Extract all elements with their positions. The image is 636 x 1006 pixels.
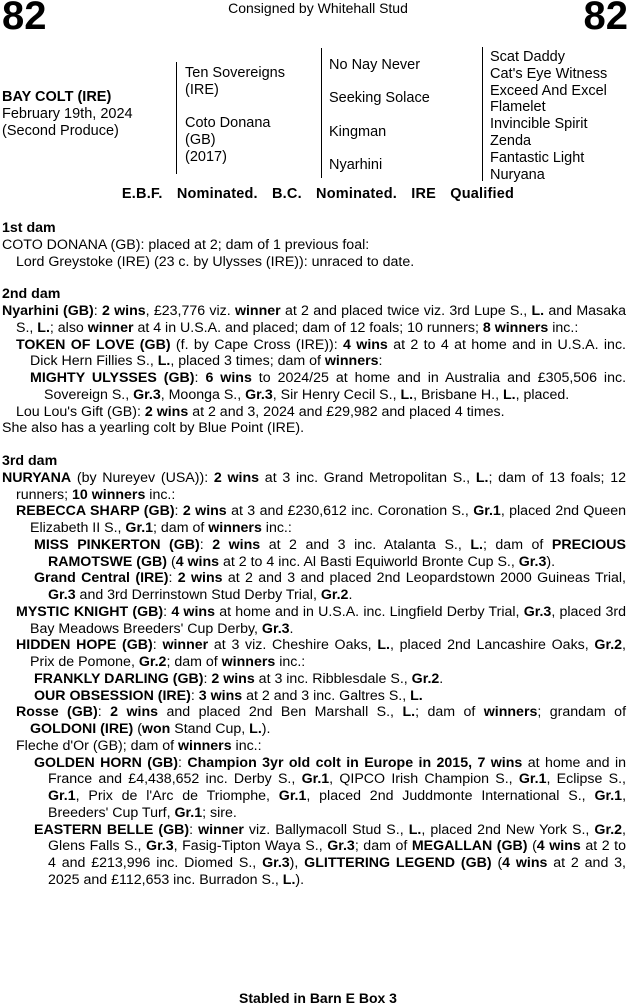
third-dam-produce-4: Rosse (GB): 2 wins and placed 2nd Ben Marshall S., L.; dam of winners; grandam of GOLDONI (IRE) (won Stand Cup, L.). <box>16 704 627 737</box>
pedigree-sire-dam: Seeking Solace <box>329 90 430 106</box>
third-dam-produce-5b: EASTERN BELLE (GB): winner viz. Ballymacoll Stud S., L., placed 2nd New York S., Gr.2, Glens Falls S., Gr.3, Fasig-Tipton Waya S., Gr.3; dam of MEGALLAN (GB) (4 wins at 2 to 4 and £213,996 inc. Diomed S., Gr.3), GLITTERING LEGEND (GB) (4 wins at 2 and 3, 2025 and £112,653 inc. Burradon S., L.). <box>34 821 626 888</box>
gen3-7: Fantastic Light <box>490 149 585 166</box>
pedigree-sire-sire: No Nay Never <box>329 57 421 73</box>
second-dam-yearling: She also has a yearling colt by Blue Point (IRE). <box>2 420 305 437</box>
stabling-info: Stabled in Barn E Box 3 <box>239 990 397 1006</box>
consignor: Consigned by Whitehall Stud <box>228 0 408 16</box>
gen3-6: Zenda <box>490 132 532 149</box>
second-dam-entry: Nyarhini (GB): 2 wins, £23,776 viz. winner at 2 and placed twice viz. 3rd Lupe S., L. and Masaka S., L.; also winner at 4 in U.S.A. and placed; dam of 12 foals; 10 runners; 8 winners inc.: <box>2 303 626 336</box>
pedigree-dam <box>185 115 270 165</box>
third-dam-produce-1a: MISS PINKERTON (GB): 2 wins at 2 and 3 inc. Atalanta S., L.; dam of PRECIOUS RAMOTSWE (GB) (4 wins at 2 to 4 inc. Al Basti Equiworld Bronte Cup S., Gr.3). <box>34 536 626 570</box>
sire-country: (IRE) <box>185 81 219 98</box>
pedigree-gen3 <box>490 49 607 183</box>
first-dam-entry: COTO DONANA (GB): placed at 2; dam of 1 previous foal: <box>2 236 370 253</box>
third-dam-produce-3: HIDDEN HOPE (GB): winner at 3 viz. Cheshire Oaks, L., placed 2nd Lancashire Oaks, Gr.2, Prix de Pomone, Gr.2; dam of winners inc.: <box>16 637 626 670</box>
third-dam-produce-5a: GOLDEN HORN (GB): Champion 3yr old colt in Europe in 2015, 7 wins at home and in France and £4,438,652 inc. Derby S., Gr.1, QIPCO Irish Champion S., Gr.1, Eclipse S., Gr.1, Prix de l'Arc de Triomphe, Gr.1, placed 2nd Juddmonte International S., Gr.1, Breeders' Cup Turf, Gr.1; sire. <box>34 754 627 821</box>
third-dam-entry: NURYANA (by Nureyev (USA)): 2 wins at 3 inc. Grand Metropolitan S., L.; dam of 13 foals; 12 runners; 10 winners inc.: <box>2 469 627 503</box>
pedigree-dam-dam: Nyarhini <box>329 157 383 173</box>
dam-year: (2017) <box>185 148 227 165</box>
horse-info <box>2 89 133 139</box>
pedigree-bracket-3 <box>482 47 483 181</box>
gen3-4: Flamelet <box>490 99 546 116</box>
gen3-2: Cat's Eye Witness <box>490 65 608 82</box>
pedigree-dam-sire: Kingman <box>329 124 387 140</box>
dam-country: (GB) <box>185 131 216 148</box>
pedigree-bracket-1 <box>176 62 177 174</box>
gen3-8: Nuryana <box>490 166 545 183</box>
dam-name: Coto Donana <box>185 115 271 131</box>
second-dam-produce-1: TOKEN OF LOVE (GB) (f. by Cape Cross (IRE)): 4 wins at 2 to 4 at home and in U.S.A. inc. Dick Hern Fillies S., L., placed 3 times; dam of winners: <box>16 336 626 370</box>
pedigree-bracket-2 <box>321 48 322 178</box>
gen3-1: Scat Daddy <box>490 49 565 65</box>
pedigree-sire <box>185 65 285 99</box>
lot-number-left: 82 <box>2 0 47 38</box>
produce-record <box>2 220 626 889</box>
third-dam-produce-1b: Grand Central (IRE): 2 wins at 2 and 3 and placed 2nd Leopardstown 2000 Guineas Trial, Gr.3 and 3rd Derrinstown Stud Derby Trial, Gr.2. <box>34 570 627 603</box>
gen3-3: Exceed And Excel <box>490 82 607 99</box>
pedigree-chart <box>0 44 636 184</box>
lot-number-right: 82 <box>583 0 628 38</box>
third-dam-heading: 3rd dam <box>2 453 58 469</box>
third-dam-produce-3a: FRANKLY DARLING (GB): 2 wins at 3 inc. Ribblesdale S., Gr.2. <box>34 670 444 687</box>
second-dam-heading: 2nd dam <box>2 286 61 303</box>
horse-produce: (Second Produce) <box>2 122 119 139</box>
second-dam-produce-1a: MIGHTY ULYSSES (GB): 6 wins to 2024/25 at home and in Australia and £305,506 inc. Sovereign S., Gr.3, Moonga S., Gr.3, Sir Henry Cecil S., L., Brisbane H., L., placed. <box>30 370 627 403</box>
first-dam-heading: 1st dam <box>2 220 56 236</box>
third-dam-produce-2: MYSTIC KNIGHT (GB): 4 wins at home and in U.S.A. inc. Lingfield Derby Trial, Gr.3, placed 3rd Bay Meadows Breeders' Cup Derby, Gr.3. <box>16 603 627 637</box>
second-dam-produce-2: Lou Lou's Gift (GB): 2 wins at 2 and 3, 2024 and £29,982 and placed 4 times. <box>16 403 505 420</box>
gen3-5: Invincible Spirit <box>490 116 588 133</box>
third-dam-produce-5: Fleche d'Or (GB); dam of winners inc.: <box>16 737 262 754</box>
nominations: E.B.F. Nominated. B.C. Nominated. IRE Qualified <box>121 186 515 202</box>
horse-foaled: February 19th, 2024 <box>2 105 133 122</box>
third-dam-produce-1: REBECCA SHARP (GB): 2 wins at 3 and £230,612 inc. Coronation S., Gr.1, placed 2nd Queen Elizabeth II S., Gr.1; dam of winners inc.: <box>16 503 626 536</box>
first-dam-foal: Lord Greystoke (IRE) (23 c. by Ulysses (IRE)): unraced to date. <box>16 253 415 270</box>
horse-name: BAY COLT (IRE) <box>2 89 112 105</box>
sire-name: Ten Sovereigns <box>185 65 285 81</box>
third-dam-produce-3b: OUR OBSESSION (IRE): 3 wins at 2 and 3 inc. Galtres S., L. <box>34 687 423 704</box>
